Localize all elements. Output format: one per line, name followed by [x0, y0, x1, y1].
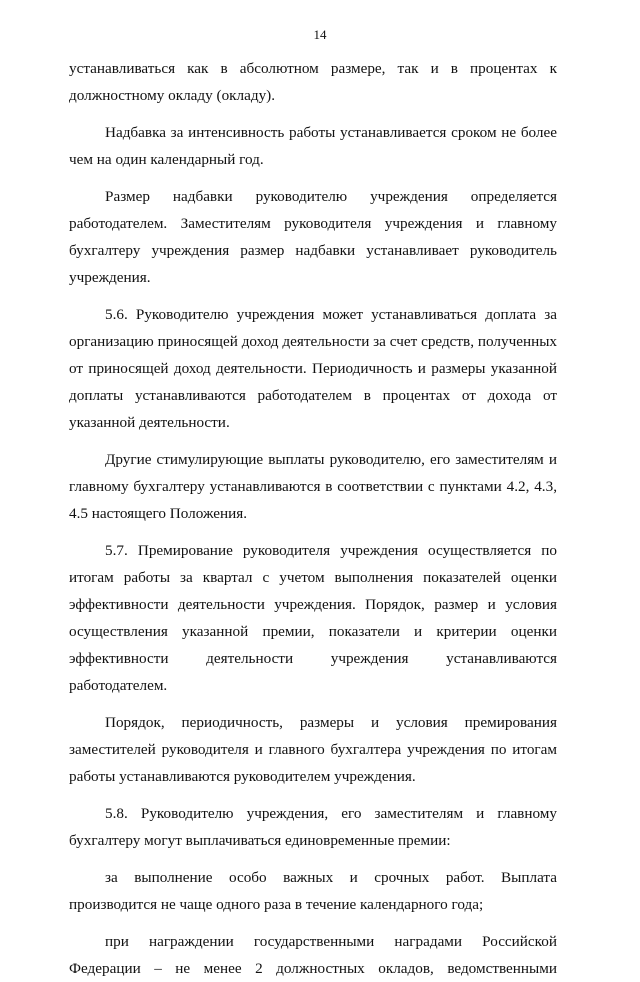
page-number: 14	[313, 27, 327, 42]
paragraph-bonus-procedure: Порядок, периодичность, размеры и условия премирования заместителей руководителя и главного бухгалтера учреждения по итогам работы устанавливаются руководителем учреждения.	[69, 714, 557, 785]
paragraph-urgent-work: за выполнение особо важных и срочных работ. Выплата производится не чаще одного раза в течение календарного года;	[69, 869, 557, 913]
paragraph-5-7: 5.7. Премирование руководителя учреждения осуществляется по итогам работы за квартал с учетом выполнения показателей оценки эффективности деятельности учреждения. Порядок, размер и условия осуществления указанной премии, показатели и критерии оценки эффективности деятельности учреждения устанавливаются работодателем.	[69, 542, 557, 694]
paragraph-other-payments: Другие стимулирующие выплаты руководителю, его заместителям и главному бухгалтеру устанавливаются в соответствии с пунктами 4.2, 4.3, 4.5 настоящего Положения.	[69, 451, 557, 522]
paragraph-5-8: 5.8. Руководителю учреждения, его заместителям и главному бухгалтеру могут выплачиваться единовременные премии:	[69, 805, 557, 849]
paragraph-intensity-bonus: Надбавка за интенсивность работы устанавливается сроком не более чем на один календарный год.	[69, 124, 557, 168]
document-body	[69, 55, 557, 982]
paragraph-state-awards: при награждении государственными наградами Российской Федерации – не менее 2 должностных окладов, ведомственными	[69, 933, 557, 977]
paragraph-continuation: устанавливаться как в абсолютном размере, так и в процентах к должностному окладу (окладу).	[69, 60, 557, 104]
paragraph-5-6: 5.6. Руководителю учреждения может устанавливаться доплата за организацию приносящей доход деятельности за счет средств, полученных от приносящей доход деятельности. Периодичность и размеры указанной доплаты устанавливаются работодателем в процентах от дохода от указанной деятельности.	[69, 306, 557, 431]
paragraph-bonus-size: Размер надбавки руководителю учреждения определяется работодателем. Заместителям руководителя учреждения и главному бухгалтеру учреждения размер надбавки устанавливает руководитель учреждения.	[69, 188, 557, 286]
